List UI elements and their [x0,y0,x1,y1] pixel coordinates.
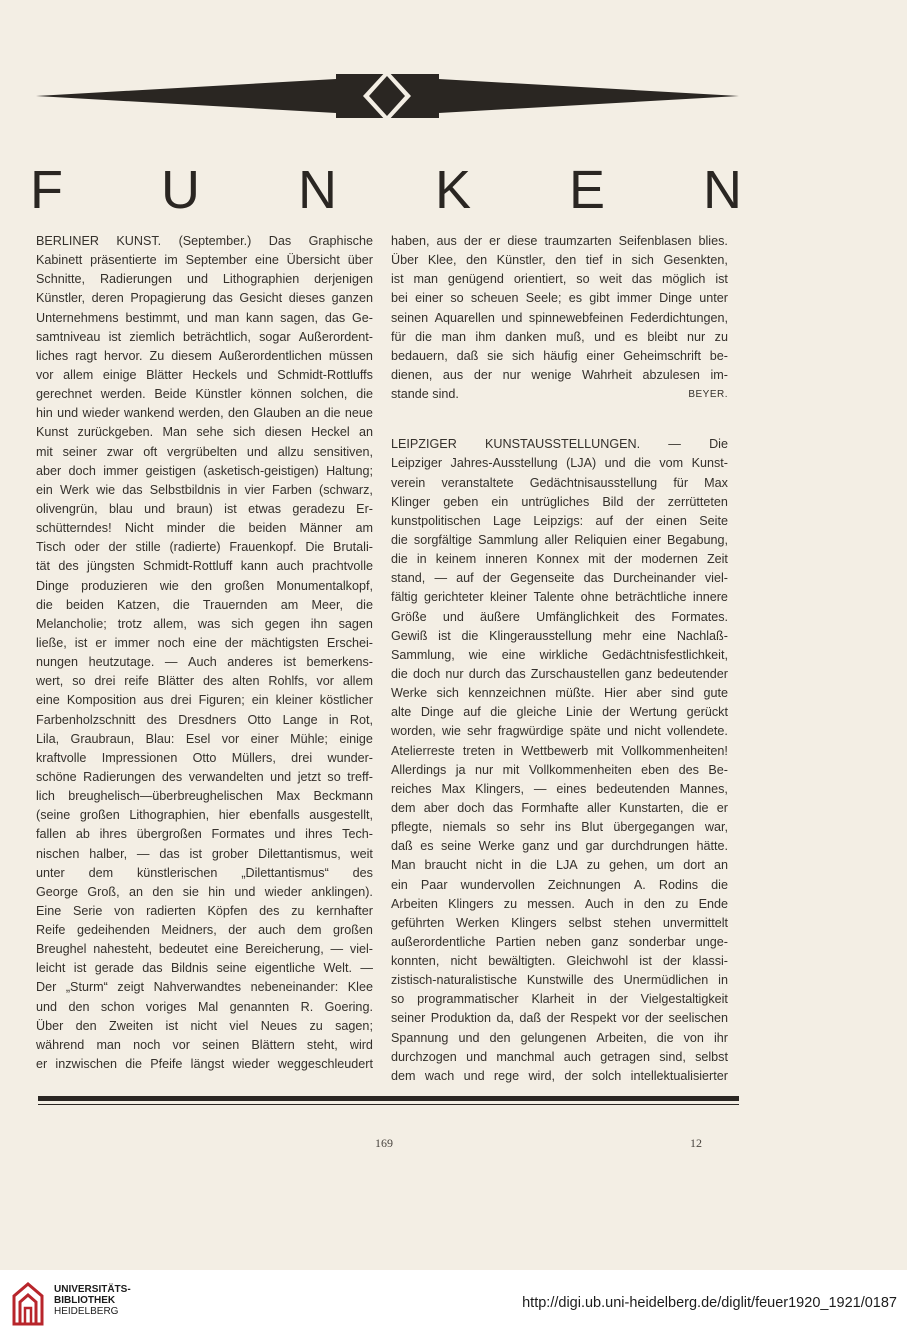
text-line: Dinge produzieren wie den großen Monumentalkopf, [36,578,373,593]
bottom-rule [38,1096,739,1101]
text-line: zistisch-naturalistische Kunstwille des Unermüdlichen in [391,973,728,988]
text-line: vor allem einige Blätter Heckels und Schmidt-Rottluffs [36,367,373,382]
article-leipzig [391,435,728,1086]
bottom-rule-thin [38,1104,739,1105]
author-signature: BEYER. [688,389,728,401]
text-line: leicht ist gerade das Bildnis seine eigentliche Welt. — [36,961,373,976]
last-line: stande sind. [391,387,459,402]
text-line: durchzogen und manchmal auch getragen sind, selbst [391,1049,728,1064]
text-line: unter dem künstlerischen „Dilettantismus“ des [36,865,373,880]
text-line: samtniveau ist ziemlich beträchtlich, sogar Außerordent- [36,329,373,344]
text-line: Gewiß ist die Klingerausstellung mehr eine Nachlaß- [391,628,728,643]
title-letter: N [297,160,337,220]
text-line: Reife gedeihenden Meidners, der auch dem großen [36,923,373,938]
text-line: Über den Zweiten ist nicht viel Neues zu sagen; [36,1018,373,1033]
text-line: und den schon voriges Mal genannten R. Goering. [36,999,373,1014]
text-line: fältig gerichteter kleiner Talente ohne beträchtliche innere [391,590,728,605]
text-line: Tisch oder der stille (radierte) Frauenkopf. Die Brutali- [36,540,373,555]
text-line: eine Komposition aus drei Figuren; ein kleiner köstlicher [36,693,373,708]
text-line: die sorgfältige Sammlung aller Reliquien einer Begabung, [391,532,728,547]
library-line: HEIDELBERG [54,1306,119,1317]
library-logo-icon [8,1280,48,1328]
library-line: BIBLIOTHEK [54,1295,116,1306]
text-line: die beiden Katzen, die Trauernden am Meer, die [36,597,373,612]
text-line: kunstpolitischen Lage Leipzigs: auf der einen Seite [391,513,728,528]
text-line: George Groß, an den sie hin und wieder anklingen). [36,884,373,899]
text-line: hin und wieder wankend werden, den Glauben an die neue [36,406,373,421]
text-line: bedauern, daß sie sich häufig einer Geheimschrift be- [391,348,728,363]
text-line: wert, so drei reife Blätter des alten Rohlfs, vor allem [36,674,373,689]
text-line: Werke sich kennzeichnen müßte. Hier aber sind gute [391,686,728,701]
text-line: Atelierreste treten in Wettbewerb mit Vollkommenheiten! [391,743,728,758]
text-line: Klinger geben ein untrügliches Bild der zerrütteten [391,494,728,509]
text-line: ließe, ist er immer noch eine der mächtigsten Erschei- [36,635,373,650]
text-line: Kunst zurückgeben. Man sehe sich diesen Heckel an [36,425,373,440]
title-letter: E [568,160,605,220]
text-line: olivengrün, blau und braun) ist etwas geradezu Er- [36,501,373,516]
text-line: Farbenholzschnitt des Dresdners Otto Lange in Rot, [36,712,373,727]
text-line: Kabinett präsentierte im September eine Übersicht über [36,253,373,268]
text-line: fallen ab ihres übergroßen Formates und ihres Tech- [36,827,373,842]
text-line: Sammlung, wie eine wirkliche Gedächtnisfestlichkeit, [391,647,728,662]
text-line: so programmatischer Klarheit in der Vielgestaltigkeit [391,992,728,1007]
text-line: ein Werk wie das Selbstbildnis in vier Farben (schwarz, [36,482,373,497]
text-line: die in keinem inneren Konnex mit der modernen Zeit [391,552,728,567]
text-line: für die man ihm danken muß, und es bleibt nur zu [391,329,728,344]
text-line: Über Klee, den Künstler, den tief in sich Gesenkten, [391,253,728,268]
right-column [391,232,728,1086]
text-line: ein Paar wundervollen Zeichnungen A. Rodins die [391,877,728,892]
text-line: worden, wie sehr fragwürdige späte und nicht vollendete. [391,724,728,739]
text-line: nischen halber, — das ist grober Dilettantismus, weit [36,846,373,861]
text-line: Leipziger Jahres-Ausstellung (LJA) und die vom Kunst- [391,456,728,471]
text-line: kraftvolle Impressionen Otto Müllers, drei wunder- [36,750,373,765]
text-line: Spannung und den gelungenen Arbeiten, die von ihr [391,1030,728,1045]
text-line: Arbeiten Klingers zu messen. Auch in den zu Ende [391,896,728,911]
text-line: pflegte, niemals so sehr ins Blut übergegangen war, [391,820,728,835]
text-line: mit seiner zwar oft vergrübelten und allzu sensitiven, [36,444,373,459]
title-letter: F [30,160,63,220]
signature-row [391,385,728,404]
text-line: Lila, Graubraun, Blau: Esel vor einer Mühle; einige [36,731,373,746]
text-line: Unternehmens bestimmt, und man kann sagen, das Ge- [36,310,373,325]
text-line: schöne Radierungen des verwandelten und jetzt so treff- [36,769,373,784]
page-title [30,160,742,220]
page-number: 169 [375,1136,393,1150]
text-line: Breughel nahesteht, bedeutet eine Bereicherung, — viel- [36,942,373,957]
text-line: Der „Sturm“ zeigt Nahverwandtes nebeneinander: Klee [36,980,373,995]
text-line: konnten, nicht bewältigten. Gleichwohl ist der klassi- [391,954,728,969]
text-line: bei einer so scheuen Seele; es gibt immer Dinge unter [391,291,728,306]
text-line: Größe und äußere Umfänglichkeit des Formates. [391,609,728,624]
text-line: seiner Produktion da, daß der Respekt vor der seelischen [391,1011,728,1026]
text-line: (seine großen Lithographien, hier ebenfalls ausgestellt, [36,808,373,823]
text-line: daß es seine Werke ganz und gar durchdrungen hätte. [391,839,728,854]
text-line: Künstler, deren Propagierung das Gesicht dieses ganzen [36,291,373,306]
left-column [36,232,373,1074]
title-letter: N [702,160,742,220]
text-line: außerordentliche Partien neben ganz sonderbar unge- [391,934,728,949]
text-line: Eine Serie von radierten Köpfen des zu kernhafter [36,903,373,918]
text-line: aber doch immer geistigen (asketisch-geistigen) Haltung; [36,463,373,478]
text-line: reiches Max Klingers, — eines bedeutenden Mannes, [391,781,728,796]
text-line: während man noch vor seinen Blättern steht, wird [36,1037,373,1052]
text-line: stand, — auf der Gegenseite das Durcheinander viel- [391,571,728,586]
text-line: alte Dinge auf die gleiche Linie der Wertung gerückt [391,705,728,720]
text-line: nungen heutzutage. — Auch anderes ist bemerkens- [36,655,373,670]
text-line: die doch nur durch das Zurschaustellen ganz bedeutender [391,666,728,681]
text-line: dem wach und rege wird, der solch intellektualisierter [391,1068,728,1083]
header-ornament [36,70,739,122]
title-letter: K [434,160,471,220]
text-line: er inzwischen die Pfeife längst wieder weggeschleudert [36,1057,373,1072]
footer-bar [0,1270,907,1337]
text-line: geführten Werken Klingers selbst stehen unvermittelt [391,915,728,930]
source-url[interactable]: http://digi.ub.uni-heidelberg.de/diglit/feuer1920_1921/0187 [522,1295,897,1311]
text-line: dem aber doch das Formhafte aller Kunstarten, die er [391,800,728,815]
text-line: dienen, aus der nur wenige Wahrheit abzulesen im- [391,367,728,382]
text-line: gerechnet werden. Beide Künstler können solchen, die [36,387,373,402]
text-line: Schnitte, Radierungen und Lithographien derjenigen [36,272,373,287]
text-line: LEIPZIGER KUNSTAUSSTELLUNGEN. — Die [391,437,728,452]
text-line: schütterndes! Nicht minder die beiden Männer am [36,521,373,536]
text-line: Melancholie; trotz allem, was sich gegen ihn sagen [36,616,373,631]
text-line: haben, aus der er diese traumzarten Seifenblasen blies. [391,234,728,248]
title-letter: U [160,160,200,220]
text-line: tät des jüngsten Schmidt-Rottluff kann auch prachtvolle [36,559,373,574]
article-klee-continuation [391,232,728,385]
text-line: ist man genügend orientiert, so weit das möglich ist [391,272,728,287]
library-name [54,1284,131,1317]
text-line: Man braucht nicht in die LJA zu gehen, um dort an [391,858,728,873]
library-line: UNIVERSITÄTS- [54,1284,131,1295]
text-line: verein veranstaltete Gedächtnisausstellung für Max [391,475,728,490]
text-line: lich breughelisch—überbreughelischen Max Beckmann [36,789,373,804]
text-line: liches ragt hervor. Zu diesem Außerordentlichen müssen [36,348,373,363]
sheet-number: 12 [690,1136,702,1150]
text-line: seinen Aquarellen und spinnewebfeinen Federdichtungen, [391,310,728,325]
text-line: Allerdings ja nur mit Vollkommenheiten eben des Be- [391,762,728,777]
text-line: BERLINER KUNST. (September.) Das Graphische [36,234,373,248]
